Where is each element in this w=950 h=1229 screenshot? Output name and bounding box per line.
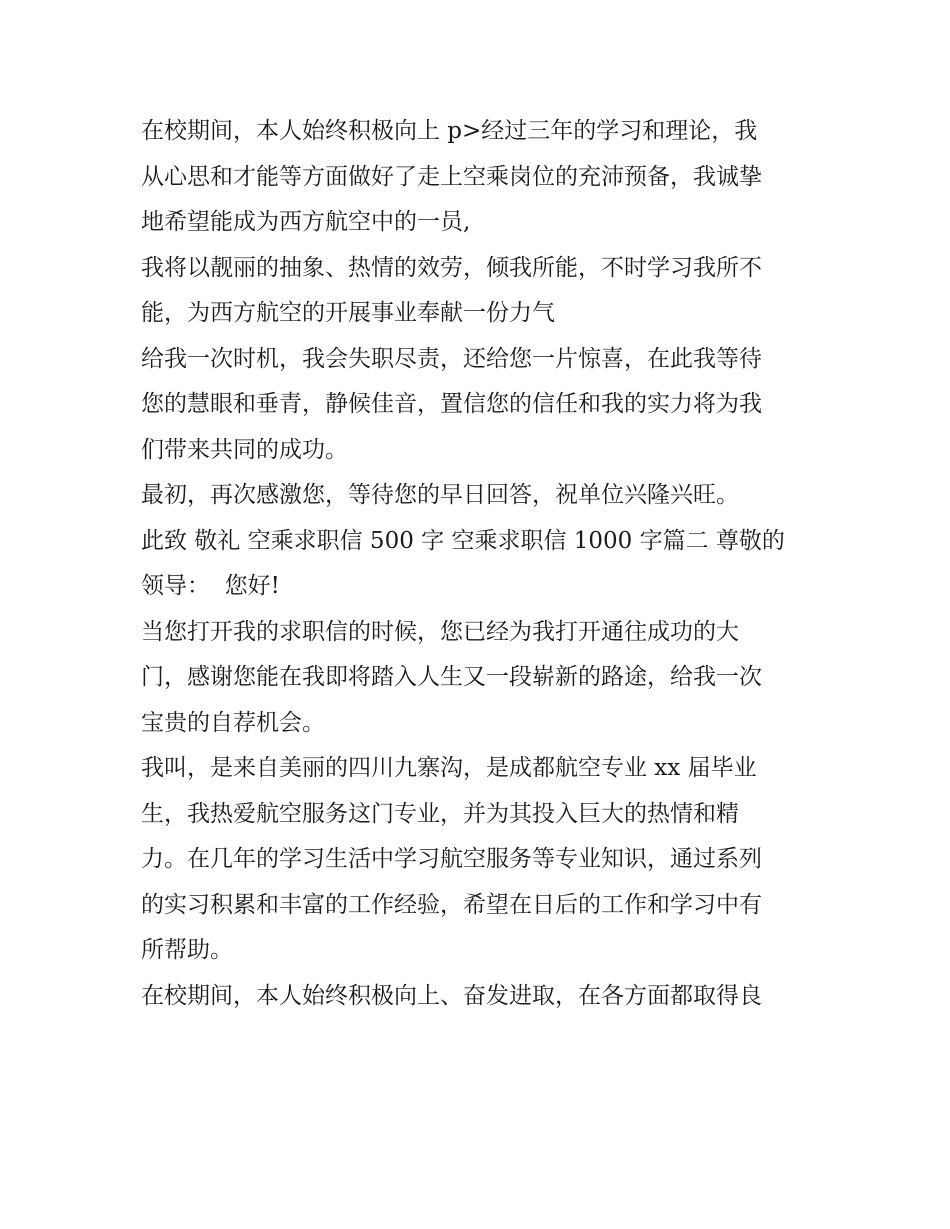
text-line: 我将以靓丽的抽象、热情的效劳，倾我所能，不时学习我所不: [141, 254, 762, 281]
document-body: [141, 109, 821, 1019]
text-line: 当您打开我的求职信的时候，您已经为我打开通往成功的大: [141, 618, 739, 645]
text-line: 从心思和才能等方面做好了走上空乘岗位的充沛预备，我诚挚: [141, 163, 762, 190]
text-line: 门，感谢您能在我即将踏入人生又一段崭新的路途，给我一次: [141, 664, 762, 690]
text-line: 的实习积累和丰富的工作经验，希望在日后的工作和学习中有: [141, 891, 762, 918]
text-line: 宝贵的自荐机会。: [141, 709, 325, 736]
text-line: 领导： 您好!: [141, 573, 280, 599]
text-line: 在校期间，本人始终积极向上、奋发进取，在各方面都取得良: [141, 982, 762, 1009]
text-line: 在校期间，本人始终积极向上 p>经过三年的学习和理论，我: [141, 118, 758, 144]
text-line: 您的慧眼和垂青，静候佳音，置信您的信任和我的实力将为我: [141, 391, 762, 417]
text-line: 能，为西方航空的开展事业奉献一份力气: [141, 300, 555, 326]
text-line: 力。在几年的学习生活中学习航空服务等专业知识，通过系列: [141, 846, 762, 872]
text-line: 地希望能成为西方航空中的一员,: [141, 209, 471, 235]
text-line: 给我一次时机，我会失职尽责，还给您一片惊喜，在此我等待: [141, 345, 762, 372]
text-line: 我叫，是来自美丽的四川九寨沟，是成都航空专业 xx 届毕业: [141, 755, 757, 781]
text-line: 生，我热爱航空服务这门专业，并为其投入巨大的热情和精: [141, 800, 739, 827]
text-line: 此致 敬礼 空乘求职信 500 字 空乘求职信 1000 字篇二 尊敬的: [141, 527, 785, 554]
text-line: 们带来共同的成功。: [141, 436, 348, 463]
text-line: 最初，再次感激您，等待您的早日回答，祝单位兴隆兴旺。: [141, 482, 739, 508]
text-line: 所帮助。: [141, 937, 233, 963]
